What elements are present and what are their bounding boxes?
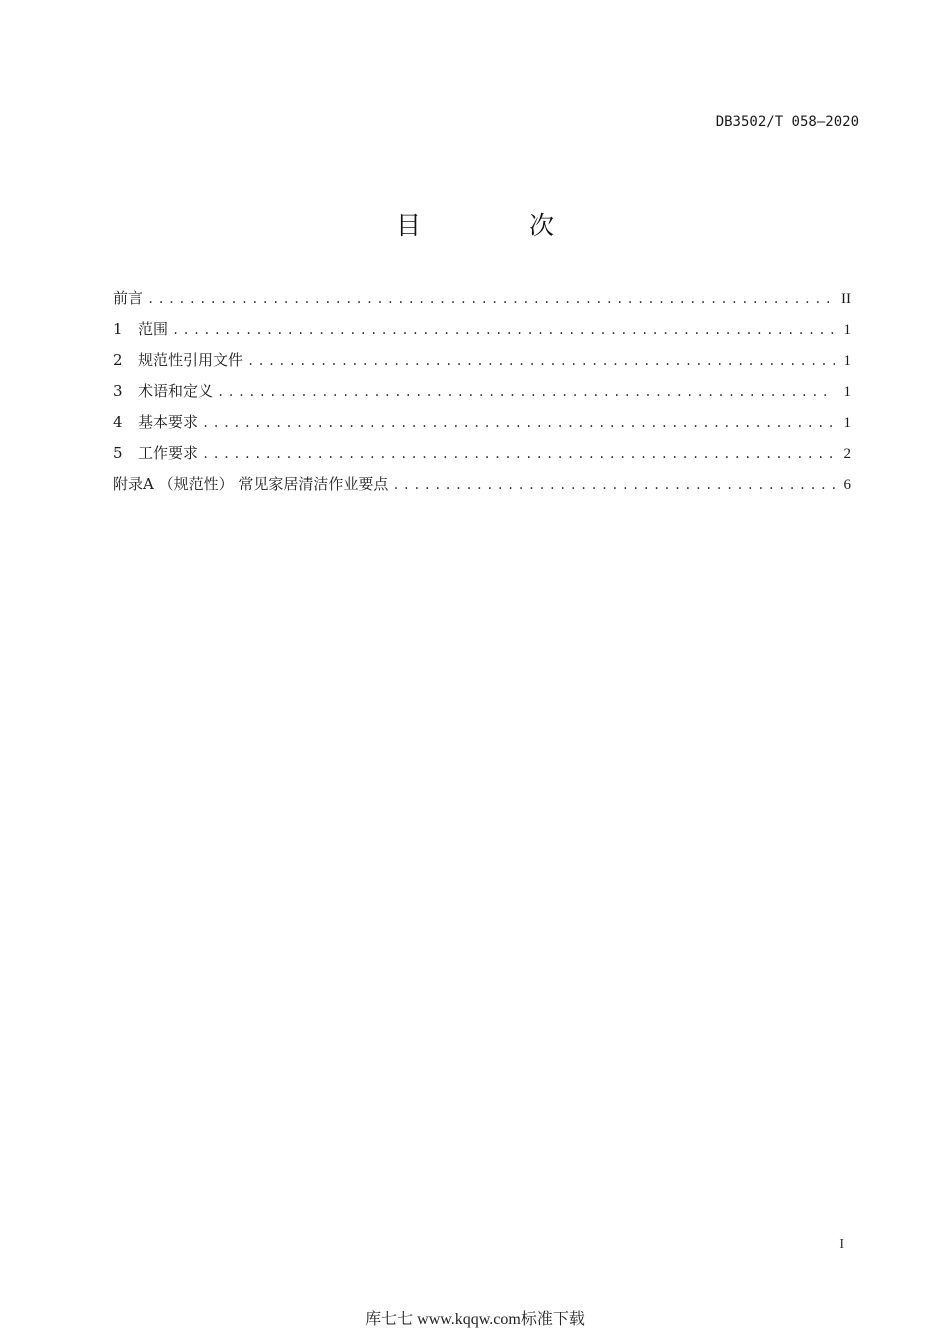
toc-title: 目 次 [396,211,604,240]
page-number: I [839,1237,844,1252]
toc-entry-number: 3 [113,382,123,400]
toc-entry-page: II [841,291,851,307]
toc-entry-page: 1 [843,322,851,338]
toc-entry-foreword[interactable] [113,287,851,318]
toc-entry-number: 1 [113,320,123,338]
toc-leader-dots [202,443,835,465]
toc-entry-scope[interactable] [113,318,851,349]
toc-entry-number: 2 [113,351,123,369]
toc-entry-number: 5 [113,444,123,462]
toc-entry-label: 前言 [113,289,144,307]
toc-leader-dots [392,474,835,496]
toc-entry-work-requirements[interactable] [113,442,851,473]
toc-entry-terms-definitions[interactable] [113,380,851,411]
toc-entry-label: 规范性引用文件 [138,351,244,369]
toc-entry-label: 附录A （规范性） 常见家居清洁作业要点 [113,475,389,493]
toc-entry-label: 工作要求 [138,444,199,462]
toc-entry-normative-references[interactable] [113,349,851,380]
toc-entry-basic-requirements[interactable] [113,411,851,442]
toc-leader-dots [217,381,835,403]
toc-entry-page: 1 [843,415,851,431]
footer-watermark: 库七七 www.kqqw.com标准下载 [365,1311,585,1328]
toc-entry-label: 术语和定义 [138,382,214,400]
toc-entry-appendix-a[interactable] [113,473,851,504]
toc-entry-page: 6 [843,477,851,493]
toc-leader-dots [172,319,835,341]
table-of-contents [113,287,851,504]
toc-entry-page: 2 [843,446,851,462]
toc-entry-number: 4 [113,413,123,431]
toc-leader-dots [202,412,835,434]
toc-entry-page: 1 [843,384,851,400]
toc-leader-dots [147,288,835,310]
toc-entry-label: 范围 [138,320,169,338]
toc-leader-dots [247,350,835,372]
toc-entry-label: 基本要求 [138,413,199,431]
toc-entry-page: 1 [843,353,851,369]
document-code: DB3502/T 058—2020 [715,114,859,130]
